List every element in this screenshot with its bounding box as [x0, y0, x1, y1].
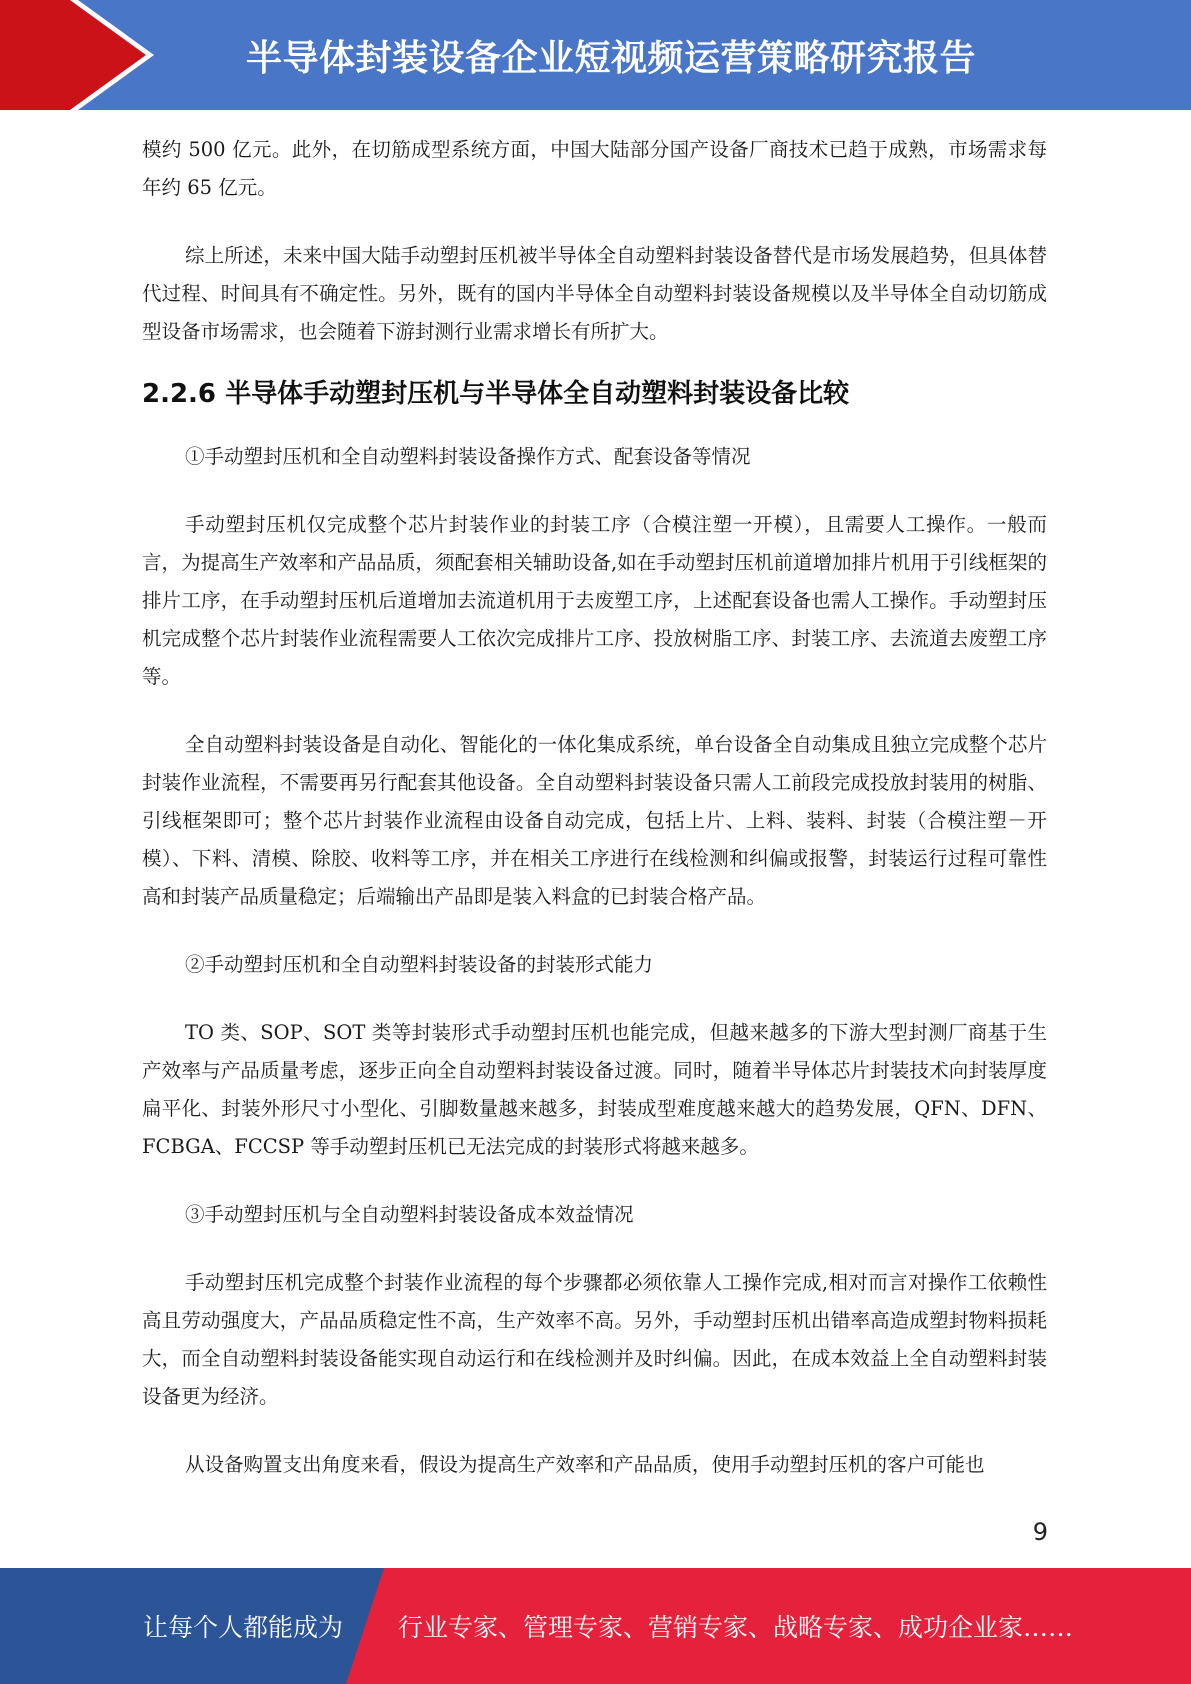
paragraph-cost-benefit: 手动塑封压机完成整个封装作业流程的每个步骤都必须依靠人工操作完成,相对而言对操作工依赖性高且劳动强度大，产品品质稳定性不高，生产效率不高。另外，手动塑封压机出错率高造成塑封物料损耗大，而全自动塑料封装设备能实现自动运行和在线检测并及时纠偏。因此，在成本效益上全自动塑料封装设备更为经济。	[142, 1271, 1047, 1408]
footer-slogan-left: 让每个人都能成为	[143, 1613, 344, 1642]
paragraph-summary: 综上所述，未来中国大陆手动塑封压机被半导体全自动塑料封装设备替代是市场发展趋势，但具体替代过程、时间具有不确定性。另外，既有的国内半导体全自动塑料封装设备规模以及半导体全自动切筋成型设备市场需求，也会随着下游封测行业需求增长有所扩大。	[142, 244, 1047, 343]
subheading-package-forms: ②手动塑封压机和全自动塑料封装设备的封装形式能力	[185, 953, 654, 976]
report-title: 半导体封装设备企业短视频运营策略研究报告	[246, 38, 977, 79]
paragraph-auto-equipment: 全自动塑料封装设备是自动化、智能化的一体化集成系统，单台设备全自动集成且独立完成整个芯片封装作业流程，不需要再另行配套其他设备。全自动塑料封装设备只需人工前段完成投放封装用的树脂、引线框架即可；整个芯片封装作业流程由设备自动完成，包括上片、上料、装料、封装（合模注塑－开模）、下料、清模、除胶、收料等工序，并在相关工序进行在线检测和纠偏或报警，封装运行过程可靠性高和封装产品质量稳定；后端输出产品即是装入料盒的已封装合格产品。	[142, 733, 1047, 908]
section-heading: 2.2.6 半导体手动塑封压机与半导体全自动塑料封装设备比较	[142, 379, 850, 409]
paragraph-manual-press: 手动塑封压机仅完成整个芯片封装作业的封装工序（合模注塑一开模），且需要人工操作。一般而言，为提高生产效率和产品品质，须配套相关辅助设备,如在手动塑封压机前道增加排片机用于引线框架的排片工序，在手动塑封压机后道增加去流道机用于去废塑工序，上述配套设备也需人工操作。手动塑封压机完成整个芯片封装作业流程需要人工依次完成排片工序、投放树脂工序、封装工序、去流道去废塑工序等。	[142, 513, 1047, 688]
page-header-banner	[0, 0, 1191, 110]
page-number: 9	[1032, 1518, 1048, 1546]
paragraph-market-size: 模约 500 亿元。此外，在切筋成型系统方面，中国大陆部分国产设备厂商技术已趋于成熟，市场需求每年约 65 亿元。	[142, 138, 1047, 199]
page-footer-banner	[0, 1568, 1191, 1684]
subheading-operation: ①手动塑封压机和全自动塑料封装设备操作方式、配套设备等情况	[185, 445, 751, 468]
red-arrow-decoration	[0, 0, 160, 110]
paragraph-purchase-cost: 从设备购置支出角度来看，假设为提高生产效率和产品品质，使用手动塑封压机的客户可能也	[185, 1453, 985, 1476]
main-content	[142, 131, 1047, 1484]
subheading-cost-benefit: ③手动塑封压机与全自动塑料封装设备成本效益情况	[185, 1203, 634, 1226]
paragraph-package-forms: TO 类、SOP、SOT 类等封装形式手动塑封压机也能完成，但越来越多的下游大型封测厂商基于生产效率与产品质量考虑，逐步正向全自动塑料封装设备过渡。同时，随着半导体芯片封装技术向封装厚度扁平化、封装外形尺寸小型化、引脚数量越来越多，封装成型难度越来越大的趋势发展，QFN、DFN、FCBGA、FCCSP 等手动塑封压机已无法完成的封装形式将越来越多。	[142, 1021, 1047, 1158]
footer-slogan-right: 行业专家、管理专家、营销专家、战略专家、成功企业家……	[398, 1613, 1074, 1642]
